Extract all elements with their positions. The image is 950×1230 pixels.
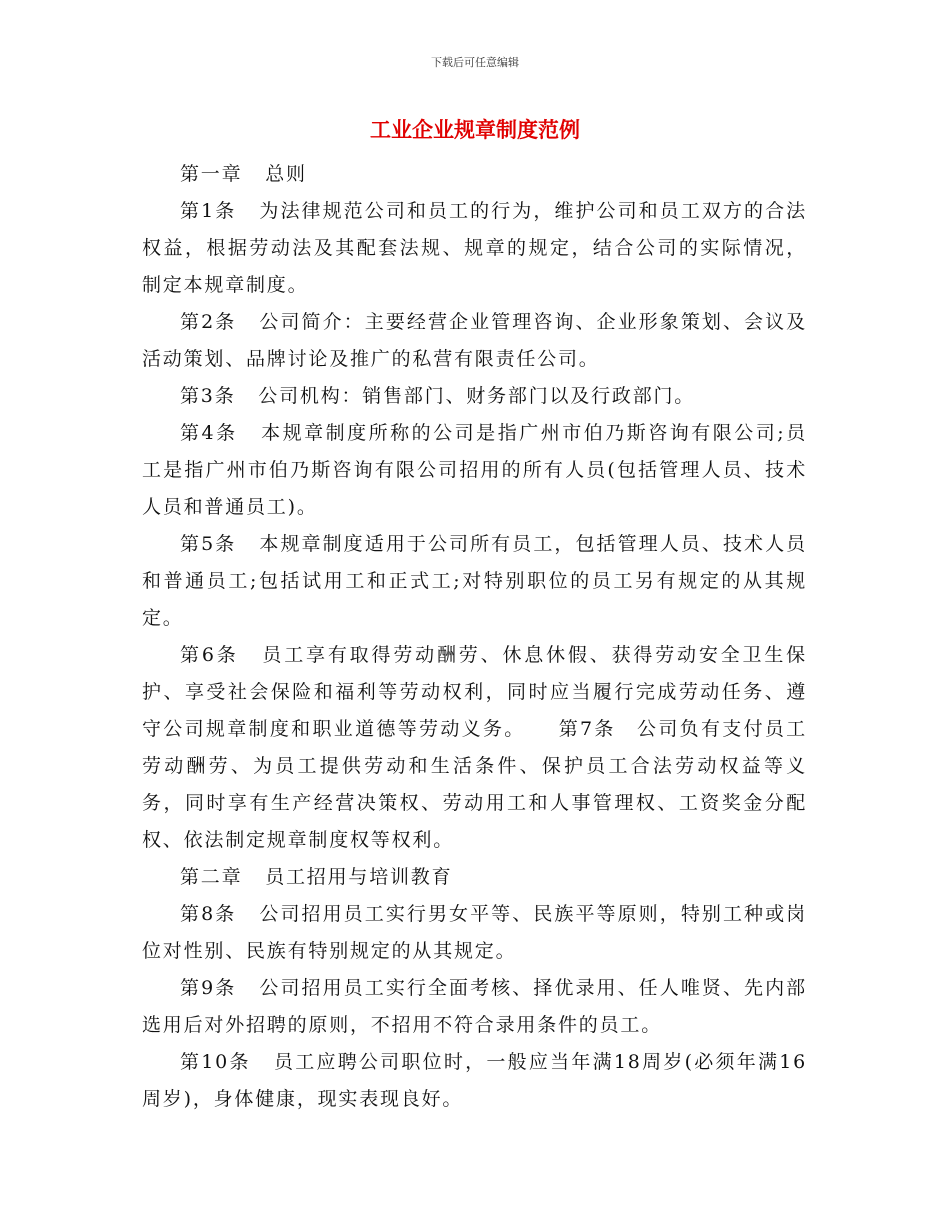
para-text: 本规章制度适用于公司所有员工，包括管理人员、技术人员和普通员工;包括试用工和正式工;对特别职位的员工另有规定的从其规定。 <box>142 533 807 629</box>
para-text: 员工招用与培训教育 <box>265 866 453 888</box>
para-label: 第9条 <box>180 977 237 999</box>
para-text: 公司机构：销售部门、财务部门以及行政部门。 <box>258 385 696 407</box>
para-label: 第4条 <box>180 422 238 444</box>
header-note: 下载后可任意编辑 <box>431 56 519 69</box>
article-4 <box>142 415 807 526</box>
article-9 <box>142 970 807 1044</box>
para-label: 第3条 <box>180 385 236 407</box>
para-text: 公司招用员工实行男女平等、民族平等原则，特别工种或岗位对性别、民族有特别规定的从其规定。 <box>142 903 807 962</box>
para-label: 第1条 <box>180 200 237 222</box>
para-text: 为法律规范公司和员工的行为，维护公司和员工双方的合法权益，根据劳动法及其配套法规、规章的规定，结合公司的实际情况，制定本规章制度。 <box>142 200 807 296</box>
article-8 <box>142 896 807 970</box>
para-text: 公司招用员工实行全面考核、择优录用、任人唯贤、先内部选用后对外招聘的原则，不招用不符合录用条件的员工。 <box>142 977 807 1036</box>
para-text: 本规章制度所称的公司是指广州市伯乃斯咨询有限公司;员工是指广州市伯乃斯咨询有限公司招用的所有人员(包括管理人员、技术人员和普通员工)。 <box>142 422 807 518</box>
para-label: 第8条 <box>180 903 237 925</box>
para-text: 员工应聘公司职位时，一般应当年满18周岁(必须年满16周岁)，身体健康，现实表现良好。 <box>142 1051 807 1110</box>
chapter-2-heading <box>142 859 807 896</box>
para-text: 员工享有取得劳动酬劳、休息休假、获得劳动安全卫生保护、享受社会保险和福利等劳动权利，同时应当履行完成劳动任务、遵守公司规章制度和职业道德等劳动义务。 第7条 公司负有支付员工劳动酬劳、为员工提供劳动和生活条件、保护员工合法劳动权益等义务，同时享有生产经营决策权、劳动用工和人事管理权、工资奖金分配权、依法制定规章制度权等权利。 <box>142 644 807 851</box>
para-label: 第2条 <box>180 311 237 333</box>
document-body <box>142 156 807 1118</box>
article-3 <box>142 378 807 415</box>
article-2 <box>142 304 807 378</box>
para-label: 第5条 <box>180 533 237 555</box>
chapter-1-heading <box>142 156 807 193</box>
document-title: 工业企业规章制度范例 <box>370 118 580 142</box>
para-text: 总则 <box>265 163 307 185</box>
article-6-7 <box>142 637 807 859</box>
article-5 <box>142 526 807 637</box>
article-1 <box>142 193 807 304</box>
para-label: 第一章 <box>180 163 243 185</box>
para-text: 公司简介：主要经营企业管理咨询、企业形象策划、会议及活动策划、品牌讨论及推广的私营有限责任公司。 <box>142 311 807 370</box>
para-label: 第二章 <box>180 866 243 888</box>
para-label: 第6条 <box>180 644 239 666</box>
para-label: 第10条 <box>180 1051 251 1073</box>
article-10 <box>142 1044 807 1118</box>
